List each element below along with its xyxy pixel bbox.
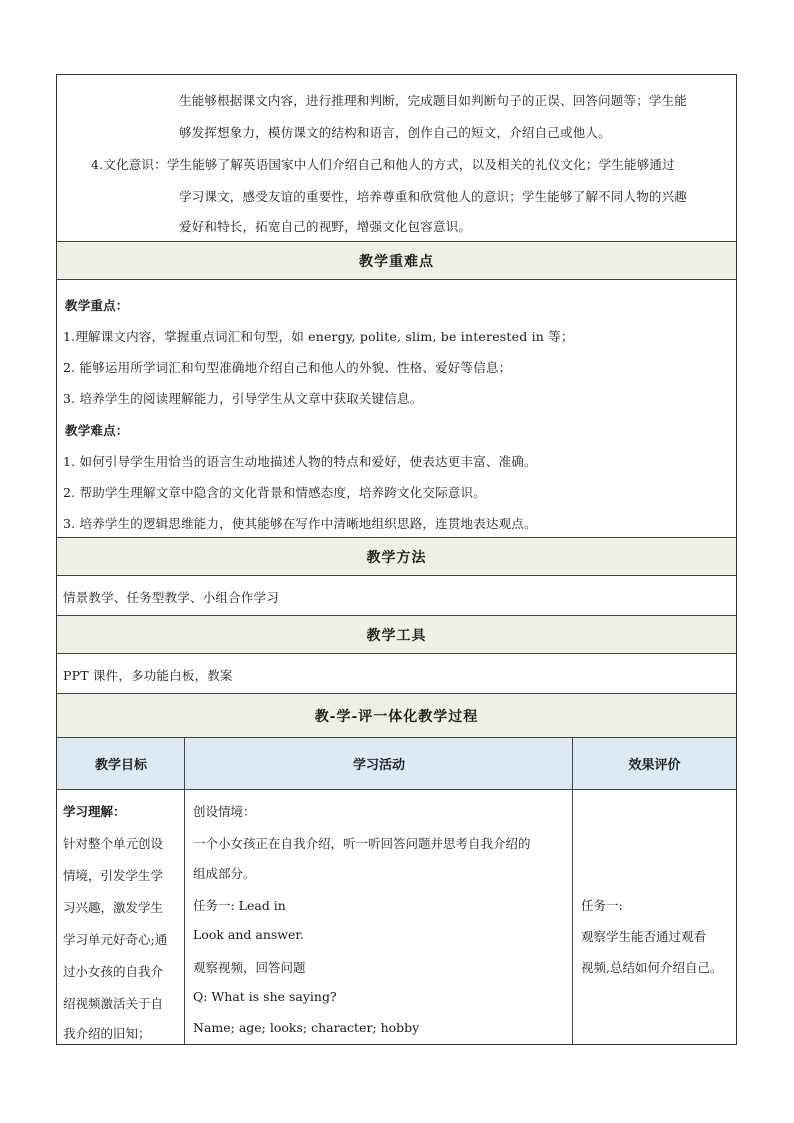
tools-content <box>57 653 736 693</box>
key-label: 教学重点： <box>65 298 129 313</box>
goal-line-1: 针对整个单元创设 <box>63 836 164 851</box>
col-activity-header: 学习活动 <box>352 758 405 773</box>
activity-line-6: 观察视频，回答问题 <box>193 960 306 975</box>
tools-heading: 教学工具 <box>57 615 736 653</box>
keypoints-heading: 教学重难点 <box>57 241 736 279</box>
activity-line-5: Look and answer. <box>193 927 304 942</box>
core-literacy-section <box>57 75 736 241</box>
goal-line-6: 绍视频激活关于自 <box>63 996 164 1011</box>
activity-line-1: 创设情境： <box>193 804 256 819</box>
eval-line-1: 任务一: <box>581 898 623 913</box>
process-body <box>57 789 736 1044</box>
activity-line-3: 组成部分。 <box>193 866 256 881</box>
eval-line-3: 视频,总结如何介绍自己。 <box>581 960 723 975</box>
goal-line-4: 学习单元好奇心;通 <box>63 932 168 947</box>
activity-line-2: 一个小女孩正在自我介绍，听一听回答问题并思考自我介绍的 <box>193 836 531 851</box>
col-eval-header: 效果评价 <box>628 758 681 773</box>
methods-heading: 教学方法 <box>57 537 736 575</box>
process-column-header <box>57 737 736 789</box>
tools-text: PPT 课件，多功能白板，教案 <box>63 668 233 683</box>
activity-line-8: Name; age; looks; character; hobby <box>193 1020 420 1035</box>
top-line-5: 爱好和特长，拓宽自己的视野，增强文化包容意识。 <box>179 219 472 234</box>
methods-content <box>57 575 736 615</box>
goal-title: 学习理解： <box>63 804 126 819</box>
lesson-plan-table <box>56 74 737 1045</box>
keypoints-content <box>57 279 736 537</box>
methods-text: 情景教学、任务型教学、小组合作学习 <box>63 590 279 605</box>
diff-label: 教学难点： <box>65 423 129 438</box>
activity-line-4: 任务一: Lead in <box>193 898 286 913</box>
diff-item-1: 1. 如何引导学生用恰当的语言生动地描述人物的特点和爱好，使表达更丰富、准确。 <box>63 454 537 469</box>
process-heading: 教-学-评一体化教学过程 <box>57 693 736 737</box>
key-item-2: 2. 能够运用所学词汇和句型准确地介绍自己和他人的外貌、性格、爱好等信息； <box>63 360 512 375</box>
goal-line-2: 情境，引发学生学 <box>63 868 164 883</box>
diff-item-3: 3. 培养学生的逻辑思维能力，使其能够在写作中清晰地组织思路，连贯地表达观点。 <box>63 516 537 531</box>
top-line-3: 4.文化意识：学生能够了解英语国家中人们介绍自己和他人的方式，以及相关的礼仪文化；学生能够通过 <box>91 157 675 172</box>
goal-line-5: 过小女孩的自我介 <box>63 964 164 979</box>
goal-line-3: 习兴趣，激发学生 <box>63 900 164 915</box>
diff-item-2: 2. 帮助学生理解文章中隐含的文化背景和情感态度，培养跨文化交际意识。 <box>63 485 486 500</box>
activity-line-7: Q: What is she saying? <box>193 989 337 1004</box>
col-goal-header: 教学目标 <box>94 758 147 773</box>
eval-line-2: 观察学生能否通过观看 <box>581 929 707 944</box>
key-item-1: 1.理解课文内容，掌握重点词汇和句型，如 energy, polite, slim, be interested in 等； <box>63 329 574 344</box>
key-item-3: 3. 培养学生的阅读理解能力，引导学生从文章中获取关键信息。 <box>63 391 423 406</box>
top-line-4: 学习课文，感受友谊的重要性，培养尊重和欣赏他人的意识；学生能够了解不同人物的兴趣 <box>179 189 688 204</box>
top-line-2: 够发挥想象力，模仿课文的结构和语言，创作自己的短文，介绍自己或他人。 <box>179 125 611 140</box>
top-line-1: 生能够根据课文内容，进行推理和判断，完成题目如判断句子的正误、回答问题等；学生能 <box>179 93 688 108</box>
goal-line-7: 我介绍的旧知； <box>63 1026 151 1041</box>
